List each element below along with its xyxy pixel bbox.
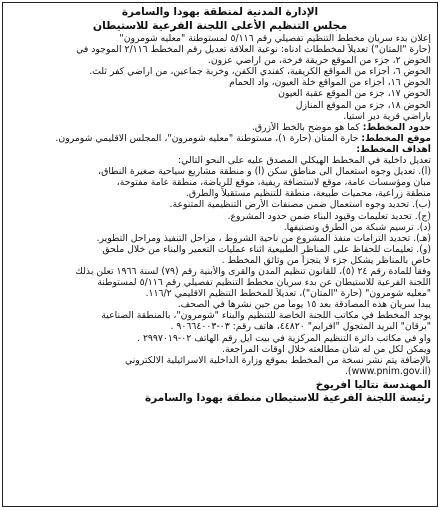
signature-name: المهندسة نتاليا أفريوخ bbox=[315, 378, 431, 391]
signature-title: رئيسة اللجنة الفرعية للاستيطان منطقة يهودا والسامرة bbox=[144, 392, 431, 405]
notice-intro bbox=[9, 33, 431, 122]
intro-line: الحوض ١٦، أجزاء من المواقع خلة العيون، واد الحمام bbox=[229, 77, 431, 89]
intro-line: إعلان بدء سريان مخطط التنظيم تفصيلي رقم ٥/١١٦ لمستوطنة "معليه شومرون" bbox=[119, 33, 431, 44]
goal-line: (و). تعليمات للحفاظ على المناظر الطبيعية اثناء عمليات التعمير والبناء من خلال ملحق bbox=[102, 243, 431, 255]
notice-body bbox=[9, 266, 431, 377]
goal-line: خاص بالمناظر يشكل جزء لا يتجزأ من وثائق المخطط . bbox=[221, 254, 431, 266]
goal-line: (أ). تعديل وجوه استعمال الى مناطق سكن (أ) و منطقة مشاريع سياحية صغيرة النطاق، bbox=[98, 166, 431, 178]
plan-goals-heading: أهداف المخطط: bbox=[356, 143, 431, 155]
body-line: "معليه شومرون" (حارة "المتان")، تعديلاً للمخطط التنظيم الاقليمي ١١٦/٢. bbox=[145, 288, 431, 300]
plan-location bbox=[9, 133, 431, 144]
plan-location-text: حارة المتان (حارة ١)، مستوطنة "معليه شومرون"، المجلس الاقليمي شومرون. bbox=[55, 132, 362, 144]
goal-line: (ج). تحديد تعليمات وقيود البناء ضمن حدود المشروع. bbox=[227, 210, 431, 222]
intro-line: الحوض ٢، جزء من الموقع حريقة فرخة، من اراضي عزون. bbox=[207, 55, 431, 67]
notice-header-council: مجلس التنظيم الأعلى اللجنة الفرعية للاستيطان bbox=[92, 19, 348, 32]
intro-line: الحوض ٦، أجزاء من المواقع الكريقية، كفندي الكفن، وخربة جماعين، من اراضي كفر ثلث. bbox=[89, 66, 431, 78]
plan-goals-list bbox=[9, 155, 431, 266]
body-line: يبدأ سريان هذه المصادقة بعد ١٥ يوماً من حين نشرها في الصحف. bbox=[177, 299, 431, 311]
legal-notice bbox=[2, 2, 438, 507]
plan-borders-label: حدود المخطط: bbox=[362, 121, 431, 133]
body-line: وفقاً للمادة رقم ٢٤ (٥)، للقانون تنظيم المدن والقرى والأبنية رقم (٧٩) لسنة ١٩٦٦ تعلن بذلك bbox=[75, 265, 431, 277]
body-line: بالإضافة يتم نشر نسخة من المخطط بموقع وزارة الداخلية الاسرائيلية الالكتروني bbox=[124, 354, 431, 366]
plan-location-label: موقع المخطط: bbox=[361, 132, 431, 144]
plan-borders-text: كما هو موضح بالخط الأزرق. bbox=[251, 121, 363, 133]
intro-line: (حارة "المتان") تعديلاً لمخططات ادناه: نوعية العلاقة تعديل رقم المخطط ٢/١١٦ الموجود في bbox=[76, 44, 431, 56]
body-line: واو في مكاتب دائرة التنظيم المركزية في بيت ايل رقم الهاتف ٠٢-٢٩٩٧٠١٩ . bbox=[137, 332, 431, 344]
body-line: اللجنة الفرعية للاستيطان عن بدء سريان مخطط التنظيم تفصيلي رقم ٥/١١٦ لمستوطنة bbox=[97, 277, 431, 289]
body-line: ويمكن لكل من له شأن مطالعته خلال اوقات المراجعة. bbox=[221, 343, 431, 355]
goal-line: تعديل داخلية في المخطط الهيكلي المصدق عليه على النحو التالي: bbox=[178, 155, 431, 167]
body-line-website: (www.pnim.gov.il). bbox=[344, 365, 431, 377]
plan-borders bbox=[9, 122, 431, 133]
notice-header-authority: الإدارة المدنية لمنطقة يهودا والسامرة bbox=[121, 6, 319, 18]
goal-line: منطقة زراعية، محميات طبيعة، منطقة للتنظيم مستقبلاً والطرق. bbox=[185, 188, 431, 200]
goal-line: مبان ومؤسسات عامة، موقع لاستضافة ريفية، موقع للرياضة، منطقة عامة مفتوحة، bbox=[116, 177, 431, 189]
intro-line: الحوض ١٧، جزء من الموقع عقبة العيون bbox=[278, 88, 431, 100]
body-line: يوجد المخطط في مكاتب اللجنة الخاصة للتنظيم والبناء "شومرون"، بالمنطقة الصناعية bbox=[101, 310, 431, 322]
goal-line: (د). ترسيم شبكة من الطرق وتصنيفها. bbox=[283, 221, 431, 233]
goal-line: (هـ). تحديد الترامات منفذ المشروع من ناحية الشروط ، مراحل التنفيذ ومراحل التطوير. bbox=[96, 232, 431, 244]
intro-line: الحوض ١٨، جزء من الموقع المنازل bbox=[295, 99, 431, 111]
goal-line: (ب). تحديد وجوه استعمال ضمن مصنفات الأرض التنظيمية المتنوعة. bbox=[169, 199, 431, 211]
body-line: "برقان" البريد المتجول "افرايم" ٤٤٨٢٠، هاتف رقم: ٠٣-٩٠٦٦٤٠٠٣ . bbox=[170, 321, 431, 333]
intro-line: باراضي قرية دير استيا. bbox=[343, 110, 431, 122]
